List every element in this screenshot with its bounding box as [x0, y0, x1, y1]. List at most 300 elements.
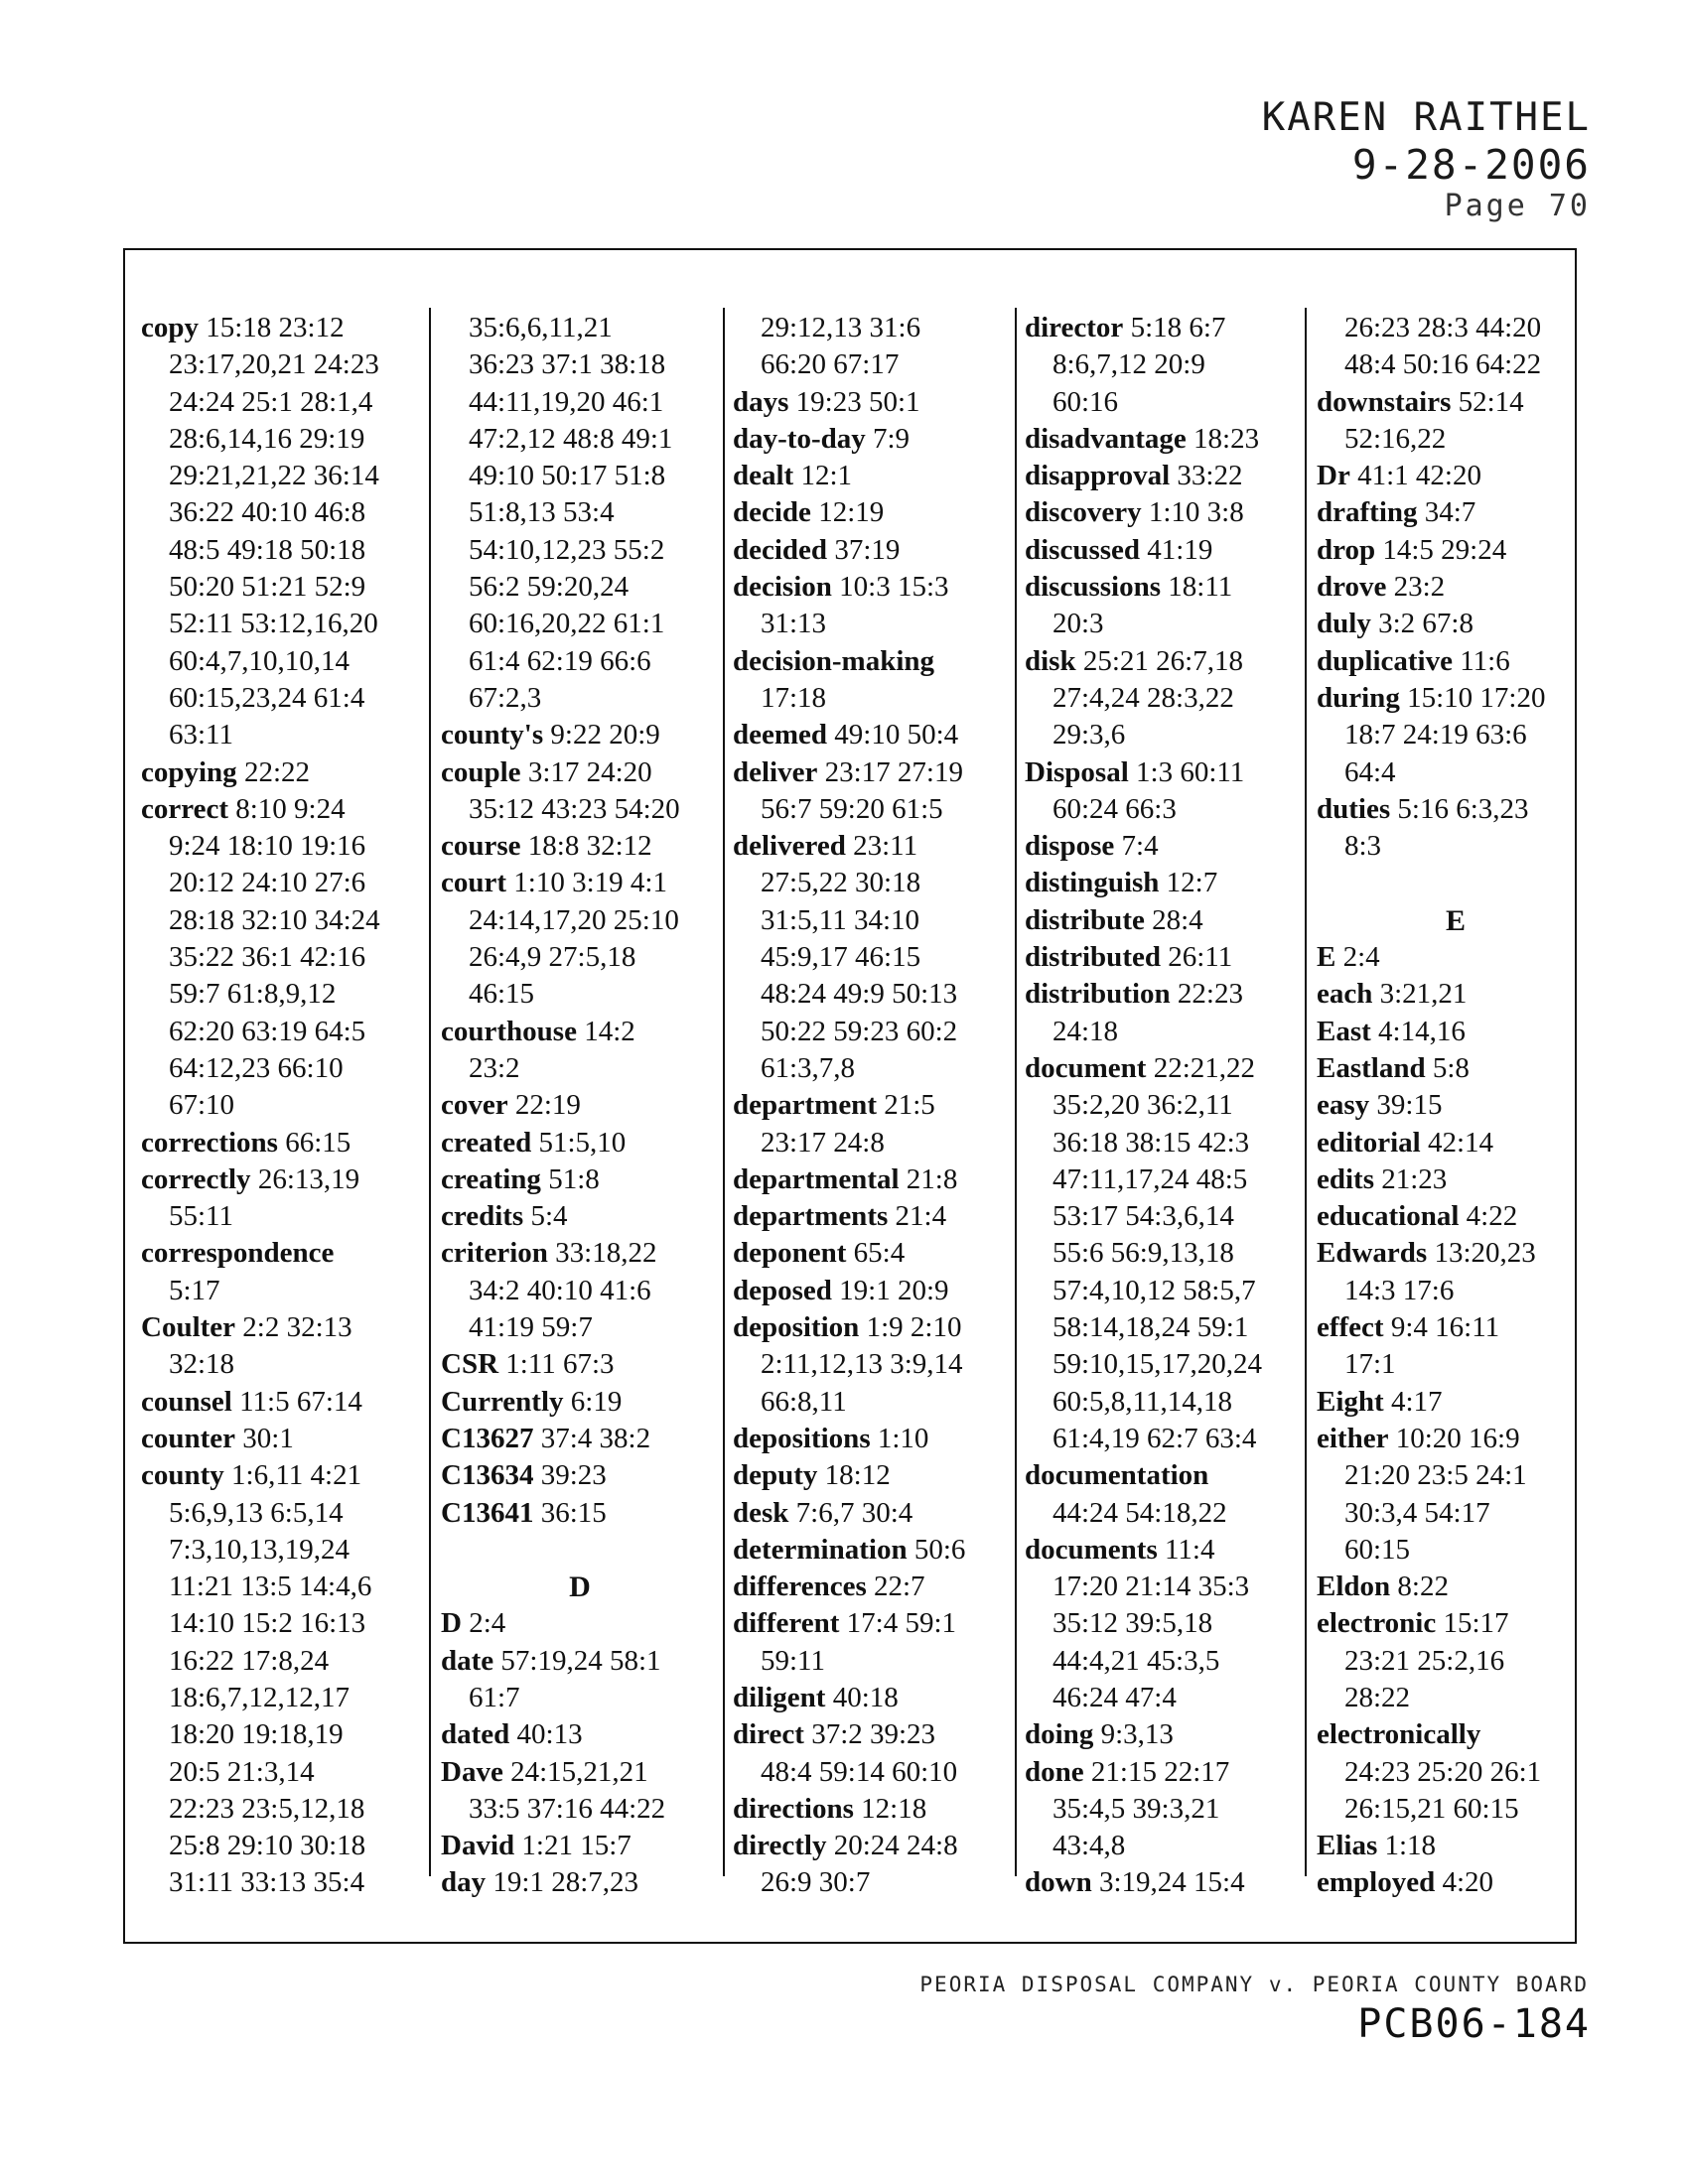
index-term: deliver — [733, 755, 818, 788]
page-line-refs: 20:24 24:8 — [833, 1830, 958, 1862]
page-line-refs: 1:10 3:19 4:1 — [513, 867, 667, 899]
index-continuation: 63:11 — [169, 719, 233, 751]
page-line-refs: 18:11 — [1168, 571, 1233, 604]
index-continuation: 29:3,6 — [1052, 719, 1126, 751]
index-term: deputy — [733, 1459, 818, 1492]
index-term: disadvantage — [1025, 422, 1187, 455]
index-entry — [1317, 1050, 1595, 1087]
index-term: Coulter — [141, 1311, 236, 1344]
index-term: different — [733, 1607, 840, 1640]
index-entry — [441, 1457, 719, 1494]
index-term: document — [1025, 1051, 1147, 1084]
index-entry — [141, 1309, 419, 1346]
index-entry — [733, 421, 1011, 458]
index-term: each — [1317, 978, 1373, 1011]
index-continuation: 31:11 33:13 35:4 — [169, 1866, 365, 1899]
page-line-refs: 65:4 — [853, 1237, 906, 1270]
index-term: departmental — [733, 1162, 900, 1195]
index-continuation: 61:4,19 62:7 63:4 — [1052, 1422, 1257, 1454]
page-line-refs: 36:15 — [540, 1496, 607, 1529]
index-continuation: 64:12,23 66:10 — [169, 1051, 344, 1084]
index-entry — [141, 1161, 419, 1198]
index-entry — [1317, 680, 1595, 717]
index-continuation: 24:14,17,20 25:10 — [469, 903, 679, 936]
index-continuation: 58:14,18,24 59:1 — [1052, 1311, 1249, 1344]
index-entry — [441, 1346, 719, 1383]
index-term: dated — [441, 1718, 510, 1751]
index-continuation: 8:6,7,12 20:9 — [1052, 348, 1205, 381]
page-line-refs: 12:19 — [818, 496, 885, 529]
index-entry — [441, 1421, 719, 1457]
page-line-refs: 19:1 20:9 — [839, 1274, 949, 1306]
page-line-refs: 2:2 32:13 — [242, 1311, 352, 1344]
page-line-refs: 22:19 — [514, 1089, 581, 1122]
index-entry — [733, 569, 1011, 606]
index-term: course — [441, 830, 521, 863]
page-line-refs: 15:17 — [1443, 1607, 1509, 1640]
index-term: department — [733, 1089, 877, 1122]
index-term: decide — [733, 496, 811, 529]
index-entry — [1317, 1087, 1595, 1124]
index-term: documents — [1025, 1533, 1158, 1566]
index-term: director — [1025, 312, 1124, 343]
page-line-refs: 22:21,22 — [1153, 1051, 1256, 1084]
index-entry — [733, 1198, 1011, 1235]
index-continuation: 36:18 38:15 42:3 — [1052, 1126, 1250, 1159]
page-line-refs: 21:5 — [884, 1089, 935, 1122]
index-continuation: 54:10,12,23 55:2 — [469, 533, 665, 566]
index-term: distribute — [1025, 903, 1145, 936]
page-line-refs: 7:6,7 30:4 — [795, 1496, 913, 1529]
index-term: CSR — [441, 1348, 499, 1381]
index-entry — [1025, 1864, 1303, 1901]
index-entry — [1025, 939, 1303, 976]
column-divider — [723, 308, 725, 1876]
index-term: deemed — [733, 719, 828, 751]
index-column-5 — [1317, 310, 1595, 1902]
index-continuation: 27:4,24 28:3,22 — [1052, 681, 1234, 714]
page-line-refs: 1:10 — [877, 1422, 929, 1454]
index-term: counsel — [141, 1385, 232, 1418]
page-line-refs: 3:17 24:20 — [527, 755, 652, 788]
index-term: David — [441, 1830, 515, 1862]
index-continuation: 29:21,21,22 36:14 — [169, 460, 379, 492]
index-continuation: 31:13 — [761, 608, 827, 640]
index-entry — [141, 310, 419, 346]
index-continuation: 35:6,6,11,21 — [469, 312, 613, 343]
index-continuation: 60:15,23,24 61:4 — [169, 681, 365, 714]
index-entry — [441, 717, 719, 753]
index-entry — [1025, 1532, 1303, 1569]
page-line-refs: 14:5 29:24 — [1382, 533, 1507, 566]
index-entry — [1317, 1235, 1595, 1272]
page-line-refs: 4:20 — [1442, 1866, 1494, 1899]
page-line-refs: 37:4 38:2 — [540, 1422, 651, 1454]
page-line-refs: 51:5,10 — [538, 1126, 627, 1159]
index-entry — [733, 1235, 1011, 1272]
index-column-1 — [141, 310, 419, 1902]
index-continuation: 32:18 — [169, 1348, 235, 1381]
index-continuation: 57:4,10,12 58:5,7 — [1052, 1274, 1256, 1306]
index-term: departments — [733, 1200, 889, 1233]
index-entry — [441, 865, 719, 901]
index-term: duties — [1317, 792, 1391, 825]
index-continuation: 18:20 19:18,19 — [169, 1718, 344, 1751]
page-line-refs: 10:20 16:9 — [1395, 1422, 1520, 1454]
page-line-refs: 3:21,21 — [1379, 978, 1468, 1011]
page-line-refs: 37:2 39:23 — [811, 1718, 936, 1751]
index-continuation: 49:10 50:17 51:8 — [469, 460, 666, 492]
page-line-refs: 21:23 — [1381, 1162, 1448, 1195]
index-continuation: 35:12 43:23 54:20 — [469, 792, 680, 825]
index-entry — [1025, 532, 1303, 569]
index-term: done — [1025, 1755, 1084, 1788]
index-continuation: 53:17 54:3,6,14 — [1052, 1200, 1234, 1233]
index-continuation: 14:3 17:6 — [1344, 1274, 1455, 1306]
page-line-refs: 15:10 17:20 — [1407, 681, 1546, 714]
index-continuation: 35:12 39:5,18 — [1052, 1607, 1213, 1640]
index-term: E — [1317, 941, 1336, 974]
index-continuation: 67:10 — [169, 1089, 235, 1122]
index-term: drafting — [1317, 496, 1418, 529]
index-entry — [441, 1495, 719, 1532]
column-divider — [1015, 308, 1017, 1876]
index-continuation: 62:20 63:19 64:5 — [169, 1015, 366, 1047]
index-entry — [441, 1864, 719, 1901]
page-line-refs: 57:19,24 58:1 — [500, 1644, 661, 1677]
page-line-refs: 25:21 26:7,18 — [1082, 644, 1243, 677]
index-continuation: 20:12 24:10 27:6 — [169, 867, 366, 899]
index-entry — [1317, 606, 1595, 642]
deposition-date: 9-28-2006 — [1351, 141, 1591, 189]
index-entry — [1025, 421, 1303, 458]
case-caption: PEORIA DISPOSAL COMPANY v. PEORIA COUNTY BOARD — [919, 1973, 1589, 1996]
page-line-refs: 8:10 9:24 — [235, 792, 346, 825]
page-line-refs: 22:7 — [874, 1570, 925, 1603]
index-term: diligent — [733, 1681, 826, 1713]
index-continuation: 61:4 62:19 66:6 — [469, 644, 651, 677]
page-line-refs: 41:1 42:20 — [1357, 460, 1481, 492]
index-continuation: 60:16 — [1052, 385, 1119, 418]
index-term: correct — [141, 792, 228, 825]
index-entry — [1317, 494, 1595, 531]
index-entry — [1317, 1605, 1595, 1642]
letter-heading: E — [1445, 903, 1466, 937]
index-continuation: 17:18 — [761, 681, 827, 714]
index-entry — [733, 1828, 1011, 1864]
index-term: Dave — [441, 1755, 503, 1788]
page-line-refs: 4:17 — [1390, 1385, 1443, 1418]
page-line-refs: 23:11 — [853, 830, 918, 863]
index-entry — [1025, 643, 1303, 680]
page-line-refs: 33:18,22 — [555, 1237, 657, 1270]
index-term: drop — [1317, 533, 1376, 566]
page-line-refs: 41:19 — [1147, 533, 1213, 566]
page-line-refs: 1:18 — [1384, 1830, 1437, 1862]
index-continuation: 36:23 37:1 38:18 — [469, 348, 666, 381]
index-entry — [1025, 310, 1303, 346]
page-line-refs: 2:4 — [469, 1607, 506, 1640]
index-continuation: 60:15 — [1344, 1533, 1411, 1566]
page-line-refs: 9:22 20:9 — [550, 719, 660, 751]
index-entry — [733, 1716, 1011, 1753]
index-term: D — [441, 1607, 462, 1640]
index-term: direct — [733, 1718, 804, 1751]
witness-name: KAREN RAITHEL — [1261, 95, 1591, 140]
index-entry — [1317, 1569, 1595, 1605]
page-line-refs: 5:8 — [1432, 1051, 1470, 1084]
page-line-refs: 37:19 — [834, 533, 901, 566]
index-term: duplicative — [1317, 644, 1453, 677]
index-continuation: 44:4,21 45:3,5 — [1052, 1644, 1220, 1677]
page-line-refs: 10:3 15:3 — [839, 571, 949, 604]
index-term: editorial — [1317, 1126, 1421, 1159]
index-continuation: 17:20 21:14 35:3 — [1052, 1570, 1250, 1603]
page-line-refs: 28:4 — [1152, 903, 1203, 936]
index-continuation: 48:4 50:16 64:22 — [1344, 348, 1542, 381]
index-continuation: 55:11 — [169, 1200, 233, 1233]
index-term: directions — [733, 1792, 854, 1825]
index-entry — [141, 1125, 419, 1161]
index-entry — [1025, 828, 1303, 865]
page-line-refs: 18:12 — [824, 1459, 891, 1492]
index-term: disapproval — [1025, 460, 1171, 492]
index-term: day — [441, 1866, 487, 1899]
page-line-refs: 1:10 3:8 — [1148, 496, 1244, 529]
index-term: Dr — [1317, 460, 1350, 492]
page-line-refs: 22:22 — [243, 755, 310, 788]
index-term: date — [441, 1644, 494, 1677]
index-continuation: 66:8,11 — [761, 1385, 847, 1418]
index-continuation: 35:2,20 36:2,11 — [1052, 1089, 1233, 1122]
index-continuation: 28:6,14,16 29:19 — [169, 422, 365, 455]
index-term: dealt — [733, 460, 794, 492]
index-entry — [733, 1532, 1011, 1569]
index-term: creating — [441, 1162, 541, 1195]
index-continuation: 16:22 17:8,24 — [169, 1644, 330, 1677]
page-line-refs: 1:6,11 4:21 — [231, 1459, 362, 1492]
index-entry — [141, 1457, 419, 1494]
index-continuation: 33:5 37:16 44:22 — [469, 1792, 666, 1825]
index-entry — [733, 1087, 1011, 1124]
page-line-refs: 50:6 — [913, 1533, 966, 1566]
index-entry — [1317, 643, 1595, 680]
index-term: documentation — [1025, 1459, 1209, 1492]
page-line-refs: 11:4 — [1164, 1533, 1215, 1566]
index-entry — [733, 1273, 1011, 1309]
index-term: discussed — [1025, 533, 1141, 566]
page-line-refs: 15:18 23:12 — [206, 312, 345, 343]
index-entry — [1025, 1457, 1303, 1494]
index-entry — [441, 754, 719, 791]
index-entry — [733, 494, 1011, 531]
index-term: county — [141, 1459, 224, 1492]
index-continuation: 29:12,13 31:6 — [761, 312, 921, 343]
index-continuation: 46:15 — [469, 978, 535, 1011]
page-line-refs: 23:17 27:19 — [824, 755, 963, 788]
index-continuation: 47:11,17,24 48:5 — [1052, 1162, 1248, 1195]
index-entry — [1317, 976, 1595, 1013]
index-term: county's — [441, 719, 544, 751]
index-continuation: 55:6 56:9,13,18 — [1052, 1237, 1234, 1270]
index-term: disk — [1025, 644, 1076, 677]
index-continuation: 48:4 59:14 60:10 — [761, 1755, 958, 1788]
page-line-refs: 40:13 — [516, 1718, 583, 1751]
index-entry — [141, 1384, 419, 1421]
index-term: Currently — [441, 1385, 564, 1418]
page-line-refs: 12:1 — [800, 460, 853, 492]
page-line-refs: 17:4 59:1 — [846, 1607, 957, 1640]
index-entry — [733, 1161, 1011, 1198]
index-continuation: 50:22 59:23 60:2 — [761, 1015, 958, 1047]
index-term: distinguish — [1025, 867, 1160, 899]
page-line-refs: 42:14 — [1427, 1126, 1494, 1159]
index-term: edits — [1317, 1162, 1374, 1195]
index-term: electronic — [1317, 1607, 1437, 1640]
index-continuation: 35:4,5 39:3,21 — [1052, 1792, 1220, 1825]
index-continuation: 9:24 18:10 19:16 — [169, 830, 366, 863]
index-entry — [1317, 532, 1595, 569]
page-line-refs: 52:14 — [1458, 385, 1524, 418]
page-line-refs: 5:18 6:7 — [1130, 312, 1226, 343]
index-continuation: 23:17 24:8 — [761, 1126, 885, 1159]
index-continuation: 25:8 29:10 30:18 — [169, 1830, 366, 1862]
index-term: directly — [733, 1830, 827, 1862]
index-continuation: 61:7 — [469, 1681, 520, 1713]
index-entry — [733, 384, 1011, 421]
index-entry — [733, 532, 1011, 569]
index-entry — [441, 828, 719, 865]
index-continuation: 22:23 23:5,12,18 — [169, 1792, 365, 1825]
index-term: either — [1317, 1422, 1389, 1454]
index-term: dispose — [1025, 830, 1115, 863]
index-entry — [1317, 1864, 1595, 1901]
index-entry — [733, 1791, 1011, 1828]
index-term: downstairs — [1317, 385, 1452, 418]
index-entry — [1025, 754, 1303, 791]
index-continuation: 48:24 49:9 50:13 — [761, 978, 958, 1011]
index-term: C13641 — [441, 1496, 534, 1529]
index-term: desk — [733, 1496, 789, 1529]
index-term: couple — [441, 755, 521, 788]
page-line-refs: 1:11 67:3 — [505, 1348, 615, 1381]
index-entry — [1317, 1014, 1595, 1050]
index-term: down — [1025, 1866, 1092, 1899]
index-entry — [1317, 1309, 1595, 1346]
index-term: electronically — [1317, 1718, 1481, 1751]
index-entry — [733, 828, 1011, 865]
page-line-refs: 5:16 6:3,23 — [1397, 792, 1529, 825]
page-line-refs: 14:2 — [584, 1015, 635, 1047]
index-continuation: 44:24 54:18,22 — [1052, 1496, 1227, 1529]
page-line-refs: 11:6 — [1460, 644, 1510, 677]
index-term: correctly — [141, 1162, 251, 1195]
index-entry — [1317, 939, 1595, 976]
page-line-refs: 51:8 — [548, 1162, 600, 1195]
index-term: courthouse — [441, 1015, 577, 1047]
index-entry — [441, 1161, 719, 1198]
index-term: criterion — [441, 1237, 548, 1270]
page-line-refs: 49:10 50:4 — [834, 719, 959, 751]
blank-line — [441, 1532, 719, 1569]
index-entry — [1317, 1421, 1595, 1457]
index-continuation: 67:2,3 — [469, 681, 542, 714]
index-term: Eight — [1317, 1385, 1384, 1418]
index-term: depositions — [733, 1422, 871, 1454]
index-continuation: 46:24 47:4 — [1052, 1681, 1177, 1713]
index-continuation: 52:16,22 — [1344, 422, 1447, 455]
index-continuation: 23:21 25:2,16 — [1344, 1644, 1505, 1677]
index-term: employed — [1317, 1866, 1436, 1899]
index-entry — [733, 717, 1011, 753]
index-continuation: 24:24 25:1 28:1,4 — [169, 385, 373, 418]
index-column-3 — [733, 310, 1011, 1902]
index-term: distribution — [1025, 978, 1171, 1011]
page-line-refs: 12:18 — [861, 1792, 927, 1825]
column-divider — [1305, 308, 1307, 1876]
index-term: counter — [141, 1422, 236, 1454]
index-term: doing — [1025, 1718, 1094, 1751]
index-term: determination — [733, 1533, 908, 1566]
index-continuation: 56:2 59:20,24 — [469, 571, 630, 604]
index-continuation: 66:20 67:17 — [761, 348, 900, 381]
page-line-refs: 40:18 — [832, 1681, 899, 1713]
index-entry — [1317, 569, 1595, 606]
page-line-refs: 24:15,21,21 — [510, 1755, 648, 1788]
index-entry — [441, 1605, 719, 1642]
index-entry — [733, 1309, 1011, 1346]
page-line-refs: 3:19,24 15:4 — [1098, 1866, 1245, 1899]
index-continuation: 18:6,7,12,12,17 — [169, 1681, 351, 1713]
index-term: credits — [441, 1200, 524, 1233]
index-entry — [733, 1569, 1011, 1605]
index-continuation: 35:22 36:1 42:16 — [169, 941, 366, 974]
index-continuation: 60:5,8,11,14,18 — [1052, 1385, 1232, 1418]
index-term: deponent — [733, 1237, 847, 1270]
index-entry — [1025, 865, 1303, 901]
index-entry — [733, 1680, 1011, 1716]
index-entry — [141, 1421, 419, 1457]
index-entry — [441, 1828, 719, 1864]
index-term: East — [1317, 1015, 1371, 1047]
index-continuation: 5:6,9,13 6:5,14 — [169, 1496, 344, 1529]
index-continuation: 26:23 28:3 44:20 — [1344, 312, 1542, 343]
index-entry — [733, 643, 1011, 680]
index-term: differences — [733, 1570, 867, 1603]
index-term: Eastland — [1317, 1051, 1426, 1084]
index-entry — [1025, 1754, 1303, 1791]
page-line-refs: 7:4 — [1121, 830, 1159, 863]
page-line-refs: 6:19 — [570, 1385, 623, 1418]
index-term: C13627 — [441, 1422, 534, 1454]
index-continuation: 7:3,10,13,19,24 — [169, 1533, 351, 1566]
index-entry — [441, 1384, 719, 1421]
index-continuation: 64:4 — [1344, 755, 1396, 788]
index-term: discovery — [1025, 496, 1142, 529]
index-continuation: 21:20 23:5 24:1 — [1344, 1459, 1527, 1492]
index-entry — [441, 1235, 719, 1272]
page-line-refs: 21:4 — [895, 1200, 947, 1233]
index-term: decision — [733, 571, 832, 604]
index-entry — [1317, 384, 1595, 421]
index-entry — [441, 1198, 719, 1235]
index-term: distributed — [1025, 941, 1161, 974]
index-term: days — [733, 385, 789, 418]
page-line-refs: 2:4 — [1342, 941, 1380, 974]
index-entry — [441, 1087, 719, 1124]
index-entry — [441, 1125, 719, 1161]
page-number: Page 70 — [1444, 189, 1591, 223]
